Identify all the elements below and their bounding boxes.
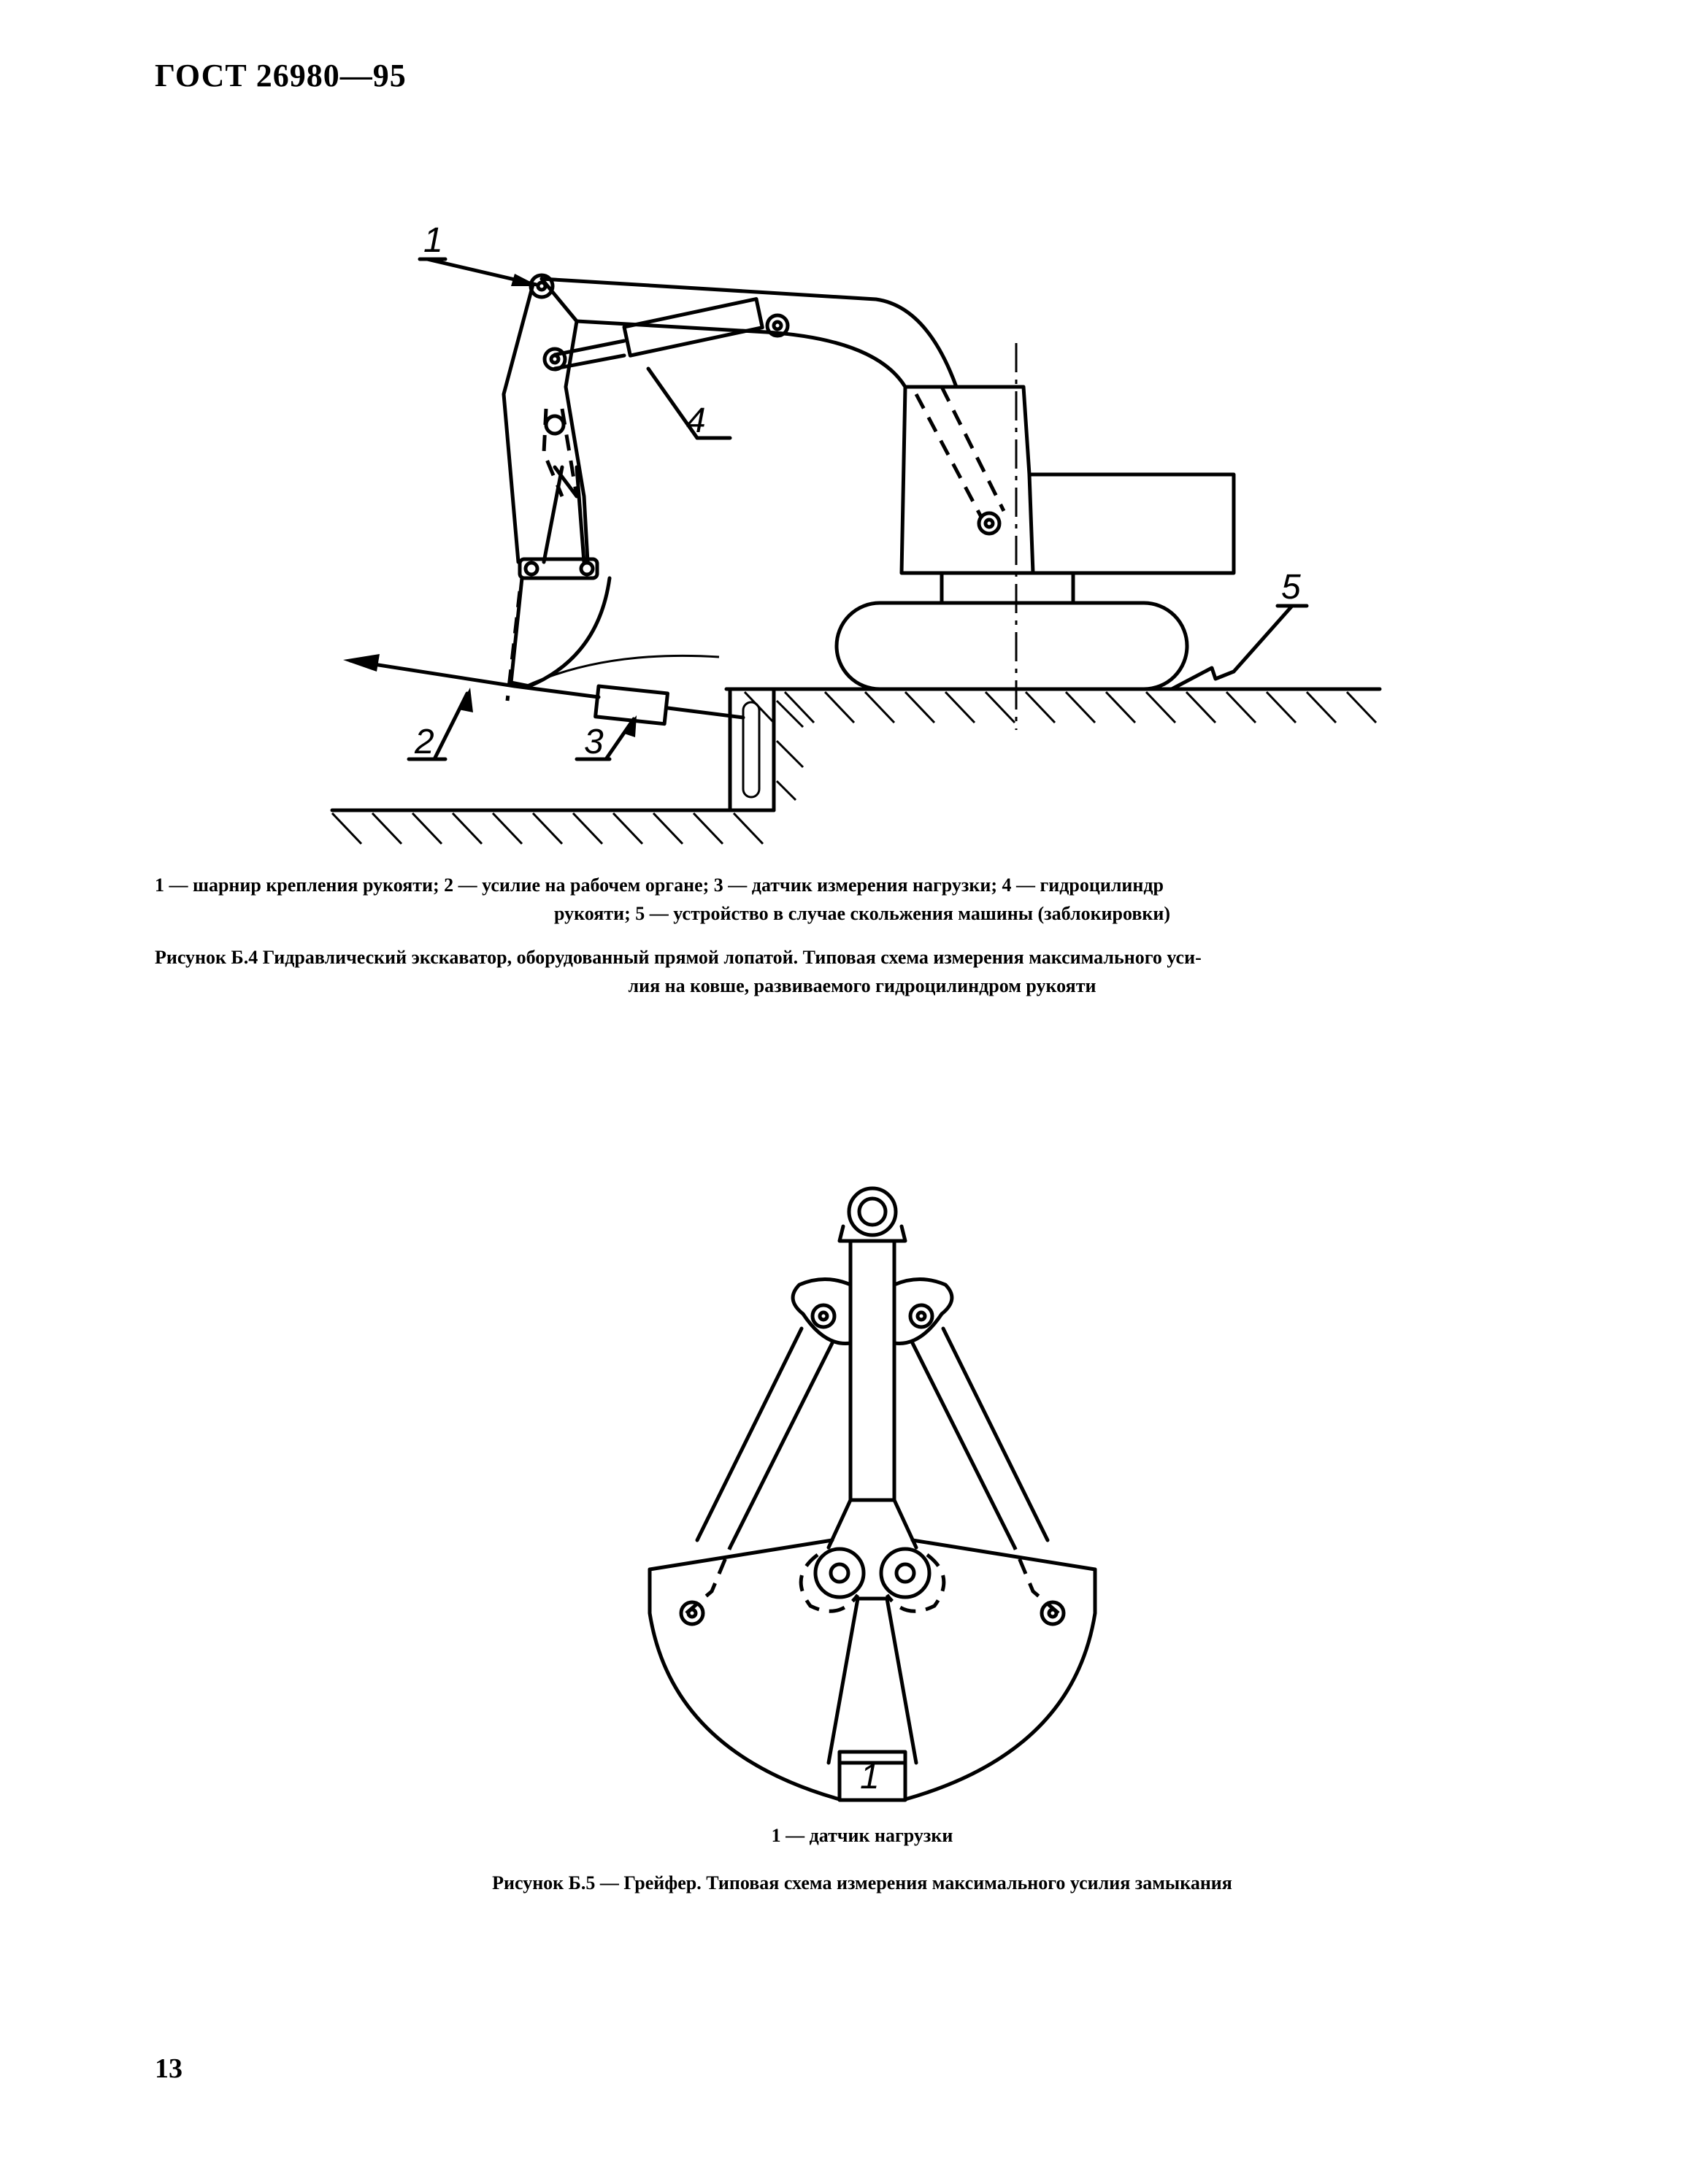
callout-3: 3 [584,723,604,761]
caption-b5: Рисунок Б.5 — Грейфер. Типовая схема измерения максимального усилия замыкания [492,1872,1232,1893]
lower-ground-hatching [332,701,803,844]
callout-5: 5 [1281,568,1301,607]
figure-b5-caption [155,1869,1570,1897]
page-number: 13 [155,2053,183,2084]
caption-line-2: лия на ковше, развиваемого гидроцилиндром рукояти [628,975,1096,996]
legend-b5: 1 — датчик нагрузки [771,1825,953,1846]
page-header-title: ГОСТ 26980—95 [155,58,407,93]
legend-line-2: рукояти; 5 — устройство в случае скольжения машины (заблокировки) [553,903,1171,924]
figure-b4-caption [155,943,1570,1000]
callout-4: 4 [686,401,706,440]
figure-b4-excavator-diagram [0,0,1690,876]
callout-1-grab: 1 [860,1758,880,1796]
legend-line-1: 1 — шарнир крепления рукояти; 2 — усилие на рабочем органе; 3 — датчик измерения нагрузки; 4 — гидроцилиндр [155,874,1164,896]
figure-b4-legend [155,871,1570,928]
figure-b5-legend [155,1821,1570,1850]
caption-line-1: Рисунок Б.4 Гидравлический экскаватор, оборудованный прямой лопатой. Типовая схема измерения максимального уси- [155,947,1202,968]
upper-ground-hatching [745,692,1376,723]
callout-1: 1 [423,221,443,260]
callout-2: 2 [415,723,434,761]
